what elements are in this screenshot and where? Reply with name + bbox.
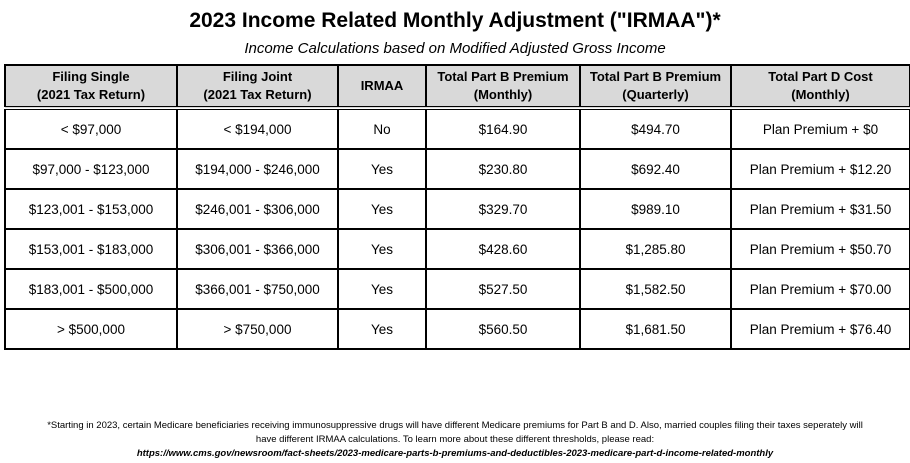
cell-part-b-monthly: $164.90 bbox=[426, 108, 580, 149]
cell-part-d-monthly: Plan Premium + $50.70 bbox=[731, 229, 910, 269]
cell-part-b-monthly: $329.70 bbox=[426, 189, 580, 229]
footnote bbox=[0, 419, 910, 461]
header-line: (Monthly) bbox=[473, 87, 533, 102]
cell-part-d-monthly: Plan Premium + $31.50 bbox=[731, 189, 910, 229]
footnote-line: have different IRMAA calculations. To learn more about these different thresholds, please read: bbox=[255, 434, 655, 445]
header-line: Total Part B Premium bbox=[589, 69, 722, 84]
cell-part-d-monthly: Plan Premium + $0 bbox=[731, 108, 910, 149]
table-row bbox=[5, 189, 910, 229]
header-part-b-quarterly bbox=[580, 65, 731, 108]
cell-part-b-monthly: $230.80 bbox=[426, 149, 580, 189]
cell-part-b-monthly: $560.50 bbox=[426, 309, 580, 349]
cell-filing-single: $183,001 - $500,000 bbox=[5, 269, 177, 309]
table-header-row bbox=[5, 65, 910, 108]
header-line: Filing Single bbox=[52, 69, 130, 84]
cell-part-b-quarterly: $1,681.50 bbox=[580, 309, 731, 349]
cell-filing-single: > $500,000 bbox=[5, 309, 177, 349]
header-line: IRMAA bbox=[360, 78, 404, 93]
cell-filing-joint: < $194,000 bbox=[177, 108, 338, 149]
cell-part-b-quarterly: $1,285.80 bbox=[580, 229, 731, 269]
cell-part-b-monthly: $527.50 bbox=[426, 269, 580, 309]
header-line: (Monthly) bbox=[791, 87, 850, 102]
table-row bbox=[5, 269, 910, 309]
header-part-b-monthly bbox=[426, 65, 580, 108]
cell-part-d-monthly: Plan Premium + $76.40 bbox=[731, 309, 910, 349]
header-filing-joint bbox=[177, 65, 338, 108]
cell-part-b-quarterly: $1,582.50 bbox=[580, 269, 731, 309]
header-line: (2021 Tax Return) bbox=[203, 87, 312, 102]
cell-filing-single: < $97,000 bbox=[5, 108, 177, 149]
table-row bbox=[5, 149, 910, 189]
header-filing-single bbox=[5, 65, 177, 108]
cell-irmaa: No bbox=[338, 108, 426, 149]
header-line: Filing Joint bbox=[222, 69, 293, 84]
cell-irmaa: Yes bbox=[338, 229, 426, 269]
cell-filing-single: $153,001 - $183,000 bbox=[5, 229, 177, 269]
cell-filing-joint: $246,001 - $306,000 bbox=[177, 189, 338, 229]
header-part-d-monthly bbox=[731, 65, 910, 108]
cell-part-d-monthly: Plan Premium + $70.00 bbox=[731, 269, 910, 309]
table-row bbox=[5, 108, 910, 149]
cell-filing-joint: $306,001 - $366,000 bbox=[177, 229, 338, 269]
page-subtitle: Income Calculations based on Modified Adjusted Gross Income bbox=[244, 40, 666, 57]
cell-filing-joint: > $750,000 bbox=[177, 309, 338, 349]
table-row bbox=[5, 229, 910, 269]
header-line: Total Part D Cost bbox=[768, 69, 873, 84]
footnote-url-link[interactable]: https://www.cms.gov/newsroom/fact-sheets/2023-medicare-parts-b-premiums-and-deductibles-2023-medicare-part-d-income-related-monthly bbox=[136, 448, 774, 459]
cell-part-b-quarterly: $494.70 bbox=[580, 108, 731, 149]
cell-filing-single: $123,001 - $153,000 bbox=[5, 189, 177, 229]
header-irmaa bbox=[338, 65, 426, 108]
cell-irmaa: Yes bbox=[338, 269, 426, 309]
header-line: (Quarterly) bbox=[622, 87, 689, 102]
footnote-line: *Starting in 2023, certain Medicare beneficiaries receiving immunosuppressive drugs will have different Medicare premiums for Part B and D. Also, married couples filing their taxes seperately will bbox=[47, 420, 863, 431]
cell-irmaa: Yes bbox=[338, 149, 426, 189]
cell-irmaa: Yes bbox=[338, 189, 426, 229]
header-line: Total Part B Premium bbox=[437, 69, 569, 84]
cell-part-d-monthly: Plan Premium + $12.20 bbox=[731, 149, 910, 189]
header-line: (2021 Tax Return) bbox=[36, 87, 146, 102]
cell-filing-joint: $194,000 - $246,000 bbox=[177, 149, 338, 189]
cell-irmaa: Yes bbox=[338, 309, 426, 349]
cell-part-b-quarterly: $989.10 bbox=[580, 189, 731, 229]
table-row bbox=[5, 309, 910, 349]
cell-filing-single: $97,000 - $123,000 bbox=[5, 149, 177, 189]
cell-part-b-quarterly: $692.40 bbox=[580, 149, 731, 189]
page-title: 2023 Income Related Monthly Adjustment ("IRMAA")* bbox=[189, 9, 721, 32]
irmaa-table bbox=[4, 64, 910, 350]
cell-filing-joint: $366,001 - $750,000 bbox=[177, 269, 338, 309]
cell-part-b-monthly: $428.60 bbox=[426, 229, 580, 269]
